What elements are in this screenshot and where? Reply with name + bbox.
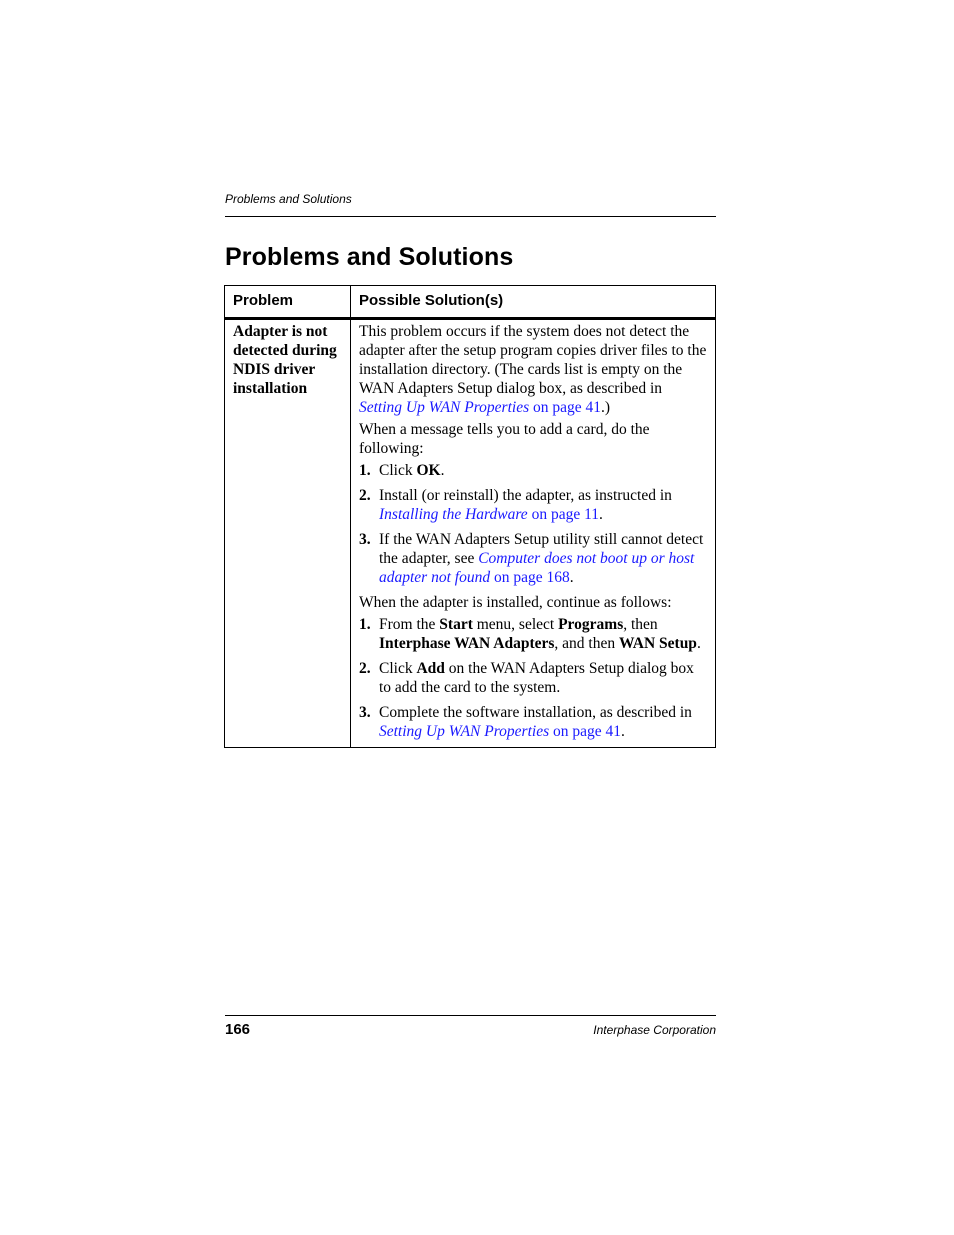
step-number: 1. xyxy=(359,462,371,479)
list-item xyxy=(359,615,707,653)
list-item xyxy=(359,659,707,697)
running-header: Problems and Solutions xyxy=(225,192,352,206)
step-text: Click xyxy=(379,660,417,677)
step-text: on the WAN Adapters Setup dialog box to add the card to the system. xyxy=(379,660,694,696)
step-text: Complete the software installation, as described in xyxy=(379,704,692,721)
step-text: , and then xyxy=(554,635,619,652)
steps-list-b xyxy=(359,615,707,741)
xref-title: Setting Up WAN Properties xyxy=(359,399,530,416)
step-bold-wan-setup: WAN Setup xyxy=(618,635,697,652)
xref-page: on page 41 xyxy=(529,399,602,416)
xref-title: Setting Up WAN Properties xyxy=(379,723,550,740)
step-bold-add: Add xyxy=(416,660,445,677)
xref-page: on page 168 xyxy=(490,569,570,586)
header-rule xyxy=(225,216,716,217)
step-text: . xyxy=(569,569,574,586)
step-text: If the WAN Adapters Setup utility still cannot detect the adapter, see xyxy=(379,531,704,567)
list-item xyxy=(359,461,707,480)
step-number: 3. xyxy=(359,704,371,721)
step-bold-interphase: Interphase WAN Adapters xyxy=(379,635,555,652)
footer-company: Interphase Corporation xyxy=(593,1023,716,1037)
message-intro: When a message tells you to add a card, do the following: xyxy=(359,421,650,457)
list-item xyxy=(359,486,707,524)
xref-title: Computer does not boot up or host adapter not found xyxy=(379,550,695,586)
step-bold-start: Start xyxy=(439,616,473,633)
step-bold-programs: Programs xyxy=(558,616,624,633)
table-header-row xyxy=(225,286,716,319)
xref-page: on page 11 xyxy=(527,506,599,523)
xref-title: Installing the Hardware xyxy=(379,506,528,523)
column-header-problem: Problem xyxy=(225,286,351,319)
step-number: 1. xyxy=(359,616,371,633)
solution-cell xyxy=(351,319,716,748)
problems-table xyxy=(224,285,716,748)
step-text: menu, select xyxy=(472,616,559,633)
page-number: 166 xyxy=(225,1021,251,1038)
problem-cell: Adapter is not detected during NDIS driver installation xyxy=(225,319,351,748)
steps-list-a xyxy=(359,461,707,587)
xref-installing-the-hardware[interactable] xyxy=(379,506,599,523)
step-text: . xyxy=(440,462,445,479)
list-item xyxy=(359,530,707,587)
step-text: . xyxy=(696,635,701,652)
continue-intro: When the adapter is installed, continue as follows: xyxy=(359,594,672,611)
xref-setting-up-wan-properties-2[interactable] xyxy=(379,723,621,740)
step-text: . xyxy=(621,723,625,740)
xref-setting-up-wan-properties[interactable] xyxy=(359,399,601,416)
step-bold-ok: OK xyxy=(416,462,441,479)
xref-page: on page 41 xyxy=(549,723,622,740)
step-text: Click xyxy=(379,462,417,479)
table-row xyxy=(225,319,716,748)
step-text: . xyxy=(599,506,603,523)
step-number: 2. xyxy=(359,660,371,677)
page-title: Problems and Solutions xyxy=(225,243,514,271)
step-text: Install (or reinstall) the adapter, as instructed in xyxy=(379,487,672,504)
step-text: , then xyxy=(623,616,658,633)
step-number: 2. xyxy=(359,487,371,504)
intro-suffix: .) xyxy=(601,399,611,416)
step-number: 3. xyxy=(359,531,371,548)
intro-paragraph xyxy=(359,322,707,417)
intro-text: This problem occurs if the system does not detect the adapter after the setup program copies driver files to the installation directory. (The cards list is empty on the WAN Adapters Setup dialog box, as described in xyxy=(359,323,707,397)
column-header-solutions: Possible Solution(s) xyxy=(351,286,716,319)
step-text: From the xyxy=(379,616,440,633)
footer-rule xyxy=(225,1015,716,1016)
list-item xyxy=(359,703,707,741)
